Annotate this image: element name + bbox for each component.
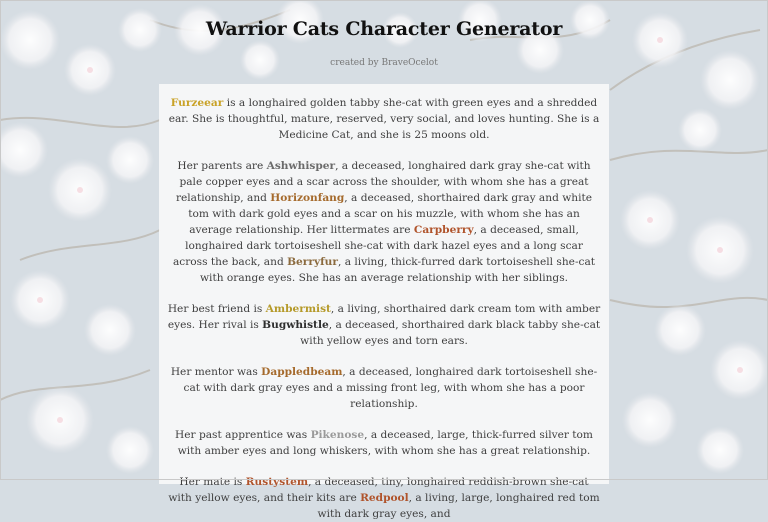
mate-text: , a deceased, tiny, longhaired reddish-brown she-cat with yellow eyes, and their kits are <box>168 476 589 504</box>
family-paragraph <box>167 158 601 286</box>
sibling-name: Berryfur <box>287 256 338 268</box>
intro-paragraph <box>167 95 601 143</box>
page-title: Warrior Cats Character Generator <box>205 18 563 40</box>
parent-name: Ashwhisper <box>266 160 336 172</box>
mentor-name: Dappledbeam <box>261 366 343 378</box>
family-text: , a deceased, small, longhaired dark tortoiseshell she-cat with dark hazel eyes and a long scar across the back, and <box>172 224 583 268</box>
author-credit: created by BraveOcelot <box>330 58 438 68</box>
character-name: Furzeear <box>170 97 224 109</box>
mentor-lead: Her mentor was <box>170 366 262 378</box>
apprentice-lead: Her past apprentice was <box>175 429 311 441</box>
rival-name: Bugwhistle <box>262 319 329 331</box>
sibling-name: Carpberry <box>413 224 474 236</box>
mate-lead: Her mate is <box>179 476 246 488</box>
apprentice-name: Pikenose <box>310 429 365 441</box>
character-description-panel <box>159 84 609 520</box>
mate-text: , a living, large, longhaired red tom with dark gray eyes, and <box>317 492 600 520</box>
apprentice-text: , a deceased, large, thick-furred silver tom with amber eyes and long whiskers, with whom she has a great relationship. <box>177 429 593 457</box>
friends-paragraph <box>167 301 601 349</box>
mate-paragraph <box>167 474 601 522</box>
family-lead: Her parents are <box>177 160 267 172</box>
mate-name: Rustystem <box>245 476 309 488</box>
family-text: , a living, thick-furred dark tortoiseshell she-cat with orange eyes. She has an average relationship with her siblings. <box>199 256 596 284</box>
parent-name: Horizonfang <box>270 192 345 204</box>
friends-text: , a deceased, shorthaired dark black tabby she-cat with yellow eyes and torn ears. <box>300 319 601 347</box>
family-text: , a deceased, shorthaired dark gray and white tom with dark gold eyes and a scar on his muzzle, with whom she has an average relationship. Her littermates are <box>188 192 593 236</box>
family-text: , a deceased, longhaired dark gray she-cat with pale copper eyes and a scar across the shoulder, with whom she has a great relationship, and <box>175 160 591 204</box>
friends-lead: Her best friend is <box>167 303 266 315</box>
mentor-paragraph <box>167 364 601 412</box>
friends-text: , a living, shorthaired dark cream tom with amber eyes. Her rival is <box>167 303 601 331</box>
intro-text: is a longhaired golden tabby she-cat with green eyes and a shredded ear. She is thoughtful, mature, reserved, very social, and loves hunting. She is a Medicine Cat, and she is 25 moons old. <box>168 97 600 141</box>
friend-name: Ambermist <box>265 303 331 315</box>
mentor-text: , a deceased, longhaired dark tortoiseshell she-cat with dark gray eyes and a missing front leg, with whom she has a poor relationship. <box>183 366 598 410</box>
kit-name: Redpool <box>360 492 409 504</box>
apprentice-paragraph <box>167 427 601 459</box>
